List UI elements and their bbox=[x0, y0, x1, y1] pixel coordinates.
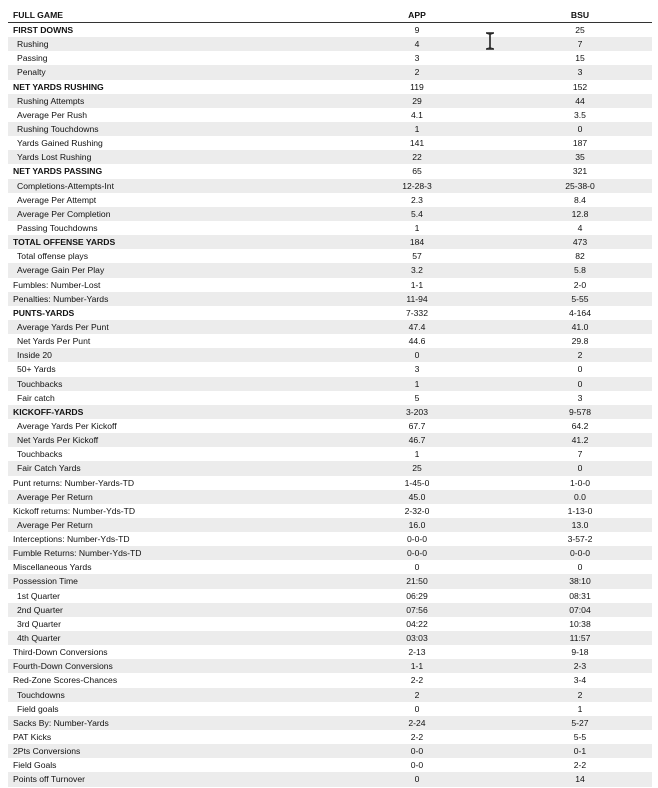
table-row bbox=[8, 348, 652, 362]
app-value: 0 bbox=[414, 703, 420, 714]
bsu-value: 187 bbox=[572, 138, 588, 149]
table-row bbox=[8, 179, 652, 193]
app-value: 03:03 bbox=[406, 633, 428, 644]
stat-label: KICKOFF-YARDS bbox=[13, 406, 84, 417]
stat-label: Rushing Touchdowns bbox=[17, 123, 99, 134]
stat-label: Average Gain Per Play bbox=[17, 265, 105, 276]
table-row bbox=[8, 108, 652, 122]
table-row bbox=[8, 461, 652, 475]
bsu-value: 41.2 bbox=[571, 435, 589, 446]
table-row bbox=[8, 51, 652, 65]
bsu-value: 7 bbox=[577, 449, 583, 460]
stat-label: 2nd Quarter bbox=[17, 604, 63, 615]
stat-label: Net Yards Per Punt bbox=[17, 336, 91, 347]
bsu-value: 473 bbox=[572, 237, 588, 248]
app-value: 25 bbox=[412, 463, 422, 474]
stat-label: Average Per Attempt bbox=[17, 194, 97, 205]
stat-label: Average Yards Per Punt bbox=[17, 321, 109, 332]
table-row bbox=[8, 589, 652, 603]
table-row bbox=[8, 136, 652, 150]
bsu-value: 4 bbox=[577, 222, 583, 233]
stat-label: Rushing bbox=[17, 39, 49, 50]
table-row bbox=[8, 730, 652, 744]
bsu-value: 82 bbox=[575, 251, 585, 262]
stat-label: Completions-Attempts-Int bbox=[17, 180, 114, 191]
app-value: 2-32-0 bbox=[404, 505, 430, 516]
app-value: 0 bbox=[414, 774, 420, 785]
stat-label: Interceptions: Number-Yds-TD bbox=[13, 534, 130, 545]
bsu-value: 4-164 bbox=[569, 307, 591, 318]
table-row bbox=[8, 504, 652, 518]
stat-label: 3rd Quarter bbox=[17, 618, 61, 629]
bsu-value: 5-5 bbox=[573, 732, 587, 743]
bsu-value: 5.8 bbox=[574, 265, 586, 276]
stat-label: 50+ Yards bbox=[17, 364, 56, 375]
bsu-value: 25 bbox=[575, 25, 585, 35]
stat-label: Penalties: Number-Yards bbox=[13, 293, 109, 304]
stat-label: Passing Touchdowns bbox=[17, 222, 98, 233]
stat-label: Average Per Completion bbox=[17, 208, 111, 219]
app-value: 1 bbox=[414, 449, 420, 460]
app-value: 3 bbox=[414, 53, 420, 64]
stat-label: Average Per Rush bbox=[17, 109, 88, 120]
app-value: 07:56 bbox=[406, 604, 428, 615]
bsu-value: 0 bbox=[577, 364, 583, 375]
stat-label: Yards Lost Rushing bbox=[17, 152, 92, 163]
stat-label: PUNTS-YARDS bbox=[13, 307, 75, 318]
table-row bbox=[8, 574, 652, 588]
stat-label: 4th Quarter bbox=[17, 633, 61, 644]
app-value: 12-28-3 bbox=[402, 180, 432, 191]
app-value: 141 bbox=[409, 138, 425, 149]
table-row bbox=[8, 362, 652, 376]
table-row bbox=[8, 122, 652, 136]
table-row bbox=[8, 65, 652, 79]
table-row bbox=[8, 645, 652, 659]
table-row bbox=[8, 377, 652, 391]
stat-label: TOTAL OFFENSE YARDS bbox=[13, 237, 116, 248]
table-row bbox=[8, 235, 652, 249]
app-value: 4.1 bbox=[411, 109, 423, 120]
app-value: 2 bbox=[414, 67, 420, 78]
app-value: 5 bbox=[414, 392, 420, 403]
stat-label: Red-Zone Scores-Chances bbox=[13, 675, 118, 686]
table-row bbox=[8, 518, 652, 532]
bsu-value: 64.2 bbox=[571, 420, 589, 431]
table-row bbox=[8, 546, 652, 560]
table-row bbox=[8, 278, 652, 292]
table-row bbox=[8, 263, 652, 277]
table-row bbox=[8, 391, 652, 405]
bsu-value: 1-13-0 bbox=[567, 505, 593, 516]
app-value: 65 bbox=[412, 166, 422, 177]
table-row bbox=[8, 150, 652, 164]
table-row bbox=[8, 673, 652, 687]
stat-label: Inside 20 bbox=[17, 350, 52, 361]
app-value: 2-24 bbox=[408, 717, 426, 728]
bsu-value: 3-4 bbox=[573, 675, 587, 686]
app-value: 21:50 bbox=[406, 576, 428, 587]
app-value: 06:29 bbox=[406, 590, 428, 601]
app-value: 7-332 bbox=[406, 307, 428, 318]
bsu-value: 44 bbox=[575, 95, 585, 106]
app-value: 9 bbox=[414, 25, 420, 35]
app-value: 29 bbox=[412, 95, 422, 106]
bsu-value: 3-57-2 bbox=[567, 534, 593, 545]
table-row bbox=[8, 560, 652, 574]
table-row bbox=[8, 490, 652, 504]
table-row bbox=[8, 207, 652, 221]
table-row bbox=[8, 221, 652, 235]
text-cursor-icon bbox=[484, 32, 496, 50]
stat-label: Net Yards Per Kickoff bbox=[17, 435, 99, 446]
bsu-value: 2-0 bbox=[573, 279, 587, 290]
stat-label: Average Yards Per Kickoff bbox=[17, 420, 117, 431]
app-value: 3-203 bbox=[406, 406, 428, 417]
table-row bbox=[8, 617, 652, 631]
table-row bbox=[8, 37, 652, 51]
app-value: 04:22 bbox=[406, 618, 428, 629]
bsu-value: 0 bbox=[577, 463, 583, 474]
bsu-value: 41.0 bbox=[571, 321, 589, 332]
bsu-value: 29.8 bbox=[571, 336, 589, 347]
bsu-value: 9-578 bbox=[569, 406, 591, 417]
table-row bbox=[8, 659, 652, 673]
bsu-value: 11:57 bbox=[569, 633, 591, 644]
stat-label: Fumble Returns: Number-Yds-TD bbox=[13, 548, 142, 559]
app-value: 44.6 bbox=[408, 336, 426, 347]
app-value: 2-13 bbox=[408, 647, 426, 658]
stat-label: Fair catch bbox=[17, 392, 55, 403]
bsu-value: 8.4 bbox=[574, 194, 586, 205]
table-row bbox=[8, 306, 652, 320]
app-value: 0-0-0 bbox=[406, 548, 428, 559]
stat-label: Yards Gained Rushing bbox=[17, 138, 103, 149]
bsu-value: 5-55 bbox=[571, 293, 589, 304]
stat-label: Fumbles: Number-Lost bbox=[13, 279, 101, 290]
team-stats-table bbox=[8, 8, 652, 787]
app-value: 2-2 bbox=[410, 732, 424, 743]
stat-label: Average Per Return bbox=[17, 519, 93, 530]
app-value: 2-2 bbox=[410, 675, 424, 686]
table-row bbox=[8, 447, 652, 461]
table-row bbox=[8, 716, 652, 730]
bsu-value: 12.8 bbox=[571, 208, 589, 219]
stat-label: Fourth-Down Conversions bbox=[13, 661, 113, 672]
stat-label: Touchbacks bbox=[17, 378, 63, 389]
table-row bbox=[8, 419, 652, 433]
stat-label: Touchbacks bbox=[17, 449, 63, 460]
bsu-value: 321 bbox=[572, 166, 588, 177]
stat-label: Miscellaneous Yards bbox=[13, 562, 92, 573]
stat-label: NET YARDS PASSING bbox=[13, 166, 103, 177]
stat-label: Total offense plays bbox=[17, 251, 89, 262]
stat-label: Average Per Return bbox=[17, 491, 93, 502]
table-row bbox=[8, 320, 652, 334]
stat-label: PAT Kicks bbox=[13, 732, 52, 743]
app-value: 0-0 bbox=[410, 746, 424, 757]
bsu-value: 0-1 bbox=[573, 746, 587, 757]
table-row bbox=[8, 758, 652, 772]
app-value: 1-45-0 bbox=[404, 477, 430, 488]
table-row bbox=[8, 744, 652, 758]
table-row bbox=[8, 702, 652, 716]
app-value: 5.4 bbox=[411, 208, 423, 219]
app-value: 1 bbox=[414, 222, 420, 233]
table-row bbox=[8, 23, 652, 37]
stat-label: Touchdowns bbox=[17, 689, 65, 700]
app-value: 47.4 bbox=[408, 321, 426, 332]
stat-label: Rushing Attempts bbox=[17, 95, 85, 106]
bsu-value: 1-0-0 bbox=[569, 477, 591, 488]
table-row bbox=[8, 164, 652, 178]
app-value: 57 bbox=[412, 251, 422, 262]
stat-label: Sacks By: Number-Yards bbox=[13, 717, 109, 728]
table-row bbox=[8, 80, 652, 94]
stat-label: Penalty bbox=[17, 67, 46, 78]
bsu-value: 2-3 bbox=[573, 661, 587, 672]
app-value: 11-94 bbox=[406, 293, 428, 304]
bsu-value: 0-0-0 bbox=[569, 548, 591, 559]
table-row bbox=[8, 292, 652, 306]
stat-label: Kickoff returns: Number-Yds-TD bbox=[13, 505, 136, 516]
app-value: 119 bbox=[410, 81, 424, 92]
table-row bbox=[8, 688, 652, 702]
stat-rows bbox=[8, 23, 652, 787]
app-value: 184 bbox=[409, 237, 425, 248]
bsu-value: 2 bbox=[577, 350, 583, 361]
app-value: 3.2 bbox=[411, 265, 423, 276]
table-row bbox=[8, 405, 652, 419]
app-value: 0 bbox=[414, 562, 420, 573]
table-row bbox=[8, 94, 652, 108]
table-row bbox=[8, 631, 652, 645]
stat-label: Field Goals bbox=[13, 760, 57, 771]
bsu-value: 14 bbox=[575, 774, 585, 785]
bsu-value: 9-18 bbox=[571, 647, 589, 658]
app-value: 3 bbox=[414, 364, 420, 375]
stat-label: Third-Down Conversions bbox=[13, 647, 108, 658]
app-value: 67.7 bbox=[408, 420, 426, 431]
bsu-value: 0 bbox=[577, 562, 583, 573]
bsu-value: 35 bbox=[575, 152, 585, 163]
bsu-value: 5-27 bbox=[571, 717, 589, 728]
app-value: 4 bbox=[414, 39, 420, 50]
stat-label: Passing bbox=[17, 53, 48, 64]
app-value: 1-1 bbox=[410, 661, 424, 672]
header-label: FULL GAME bbox=[13, 10, 63, 20]
bsu-value: 3 bbox=[577, 392, 583, 403]
header-team-bsu: BSU bbox=[570, 10, 590, 20]
stat-label: Punt returns: Number-Yards-TD bbox=[13, 477, 135, 488]
bsu-value: 10:38 bbox=[569, 618, 591, 629]
table-row bbox=[8, 249, 652, 263]
stat-label: Field goals bbox=[17, 703, 59, 714]
bsu-value: 2-2 bbox=[573, 760, 587, 771]
app-value: 16.0 bbox=[408, 519, 426, 530]
bsu-value: 15 bbox=[575, 53, 585, 64]
table-row bbox=[8, 433, 652, 447]
header-team-app: APP bbox=[408, 10, 426, 20]
bsu-value: 25-38-0 bbox=[565, 180, 595, 191]
bsu-value: 07:04 bbox=[569, 604, 591, 615]
bsu-value: 0 bbox=[577, 123, 583, 134]
app-value: 46.7 bbox=[408, 435, 426, 446]
app-value: 1 bbox=[414, 378, 420, 389]
app-value: 1-1 bbox=[410, 279, 424, 290]
bsu-value: 3.5 bbox=[574, 109, 586, 120]
table-row bbox=[8, 772, 652, 786]
bsu-value: 152 bbox=[572, 81, 588, 92]
bsu-value: 13.0 bbox=[571, 519, 589, 530]
stat-label: Fair Catch Yards bbox=[17, 463, 81, 474]
bsu-value: 08:31 bbox=[569, 590, 591, 601]
bsu-value: 38:10 bbox=[569, 576, 591, 587]
app-value: 2 bbox=[414, 689, 420, 700]
stat-label: Points off Turnover bbox=[13, 774, 85, 785]
bsu-value: 0.0 bbox=[574, 491, 586, 502]
stat-label: NET YARDS RUSHING bbox=[13, 81, 104, 92]
bsu-value: 3 bbox=[577, 67, 583, 78]
app-value: 2.3 bbox=[411, 194, 423, 205]
table-row bbox=[8, 334, 652, 348]
table-header bbox=[8, 8, 652, 23]
app-value: 45.0 bbox=[408, 491, 426, 502]
stat-label: Possession Time bbox=[13, 576, 78, 587]
app-value: 22 bbox=[412, 152, 422, 163]
stat-label: FIRST DOWNS bbox=[13, 25, 74, 35]
stat-label: 1st Quarter bbox=[17, 590, 60, 601]
app-value: 0 bbox=[414, 350, 420, 361]
table-row bbox=[8, 193, 652, 207]
app-value: 0-0-0 bbox=[406, 534, 428, 545]
stat-label: 2Pts Conversions bbox=[13, 746, 81, 757]
bsu-value: 1 bbox=[577, 703, 583, 714]
table-row bbox=[8, 532, 652, 546]
bsu-value: 2 bbox=[577, 689, 583, 700]
bsu-value: 7 bbox=[577, 39, 583, 50]
bsu-value: 0 bbox=[577, 378, 583, 389]
table-row bbox=[8, 476, 652, 490]
table-row bbox=[8, 603, 652, 617]
app-value: 0-0 bbox=[410, 760, 424, 771]
app-value: 1 bbox=[414, 123, 420, 134]
